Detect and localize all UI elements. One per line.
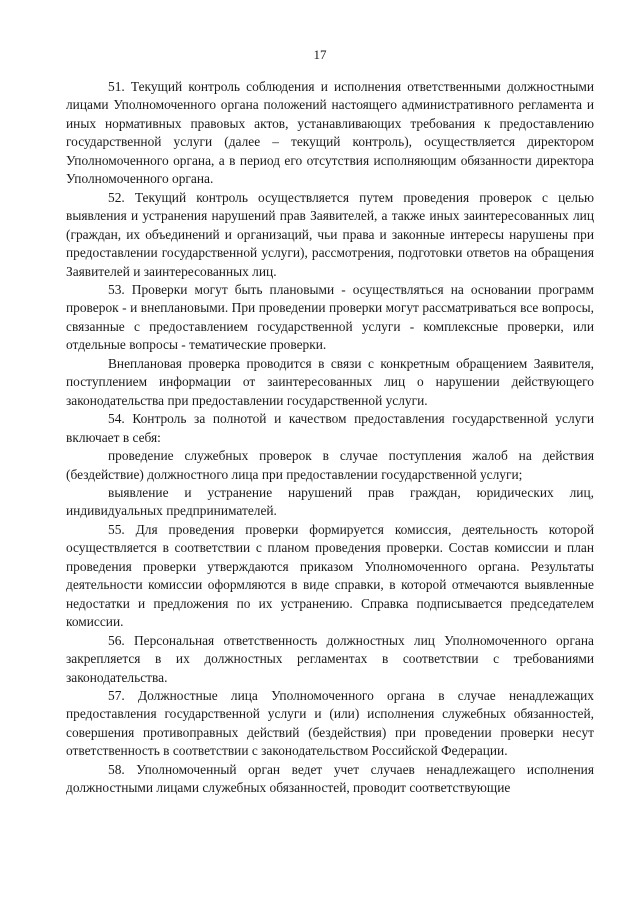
paragraph-57: 57. Должностные лица Уполномоченного органа в случае ненадлежащих предоставления государственной услуги и (или) исполнения служебных обязанностей, совершения противоправных действий (бездействия) при проведении проверки несут ответственность в соответствии с законодательством Российской Федерации. xyxy=(66,687,594,759)
paragraph-58: 58. Уполномоченный орган ведет учет случаев ненадлежащего исполнения должностными лицами служебных обязанностей, проводит соответствующие xyxy=(66,761,594,796)
paragraph-unscheduled-check: Внеплановая проверка проводится в связи с конкретным обращением Заявителя, поступлением информации от заинтересованных лиц о нарушении действующего законодательства при предоставлении государственной услуги. xyxy=(66,355,594,408)
paragraph-52: 52. Текущий контроль осуществляется путем проведения проверок с целью выявления и устранения нарушений прав Заявителей, а также иных заинтересованных лиц (граждан, их объединений и организаций, чьи права и законные интересы нарушены при предоставлении государственной услуги), рассмотрения, подготовки ответов на обращения Заявителей и заинтересованных лиц. xyxy=(66,189,594,279)
paragraph-51: 51. Текущий контроль соблюдения и исполнения ответственными должностными лицами Уполномоченного органа положений настоящего административного регламента и иных нормативных правовых актов, устанавливающих требования к предоставлению государственной услуги (далее – текущий контроль), осуществляется директором Уполномоченного органа, а в период его отсутствия исполняющим обязанности директора Уполномоченного органа. xyxy=(66,79,594,187)
paragraph-54: 54. Контроль за полнотой и качеством предоставления государственной услуги включает в себя: xyxy=(66,411,594,445)
paragraph-55: 55. Для проведения проверки формируется комиссия, деятельность которой осуществляется в соответствии с планом проведения проверки. Состав комиссии и план проведения проверки утверждаются приказом Уполномоченного органа. Результаты деятельности комиссии оформляются в виде справки, в которой отмечаются выявленные недостатки и предложения по их устранению. Справка подписывается председателем комиссии. xyxy=(66,521,594,630)
paragraph-54-item-violations: выявление и устранение нарушений прав граждан, юридических лиц, индивидуальных предпринимателей. xyxy=(66,484,594,519)
page-number: 17 xyxy=(313,47,327,62)
paragraph-53: 53. Проверки могут быть плановыми - осуществляться на основании программ проверок - и внеплановыми. При проведении проверки могут рассматриваться все вопросы, связанные с предоставлением государственной услуги - комплексные проверки, или отдельные вопросы - тематические проверки. xyxy=(66,281,594,353)
paragraph-54-item-complaints: проведение служебных проверок в случае поступления жалоб на действия (бездействие) должностного лица при предоставлении государственной услуги; xyxy=(66,448,594,482)
document-body xyxy=(66,78,594,798)
paragraph-56: 56. Персональная ответственность должностных лиц Уполномоченного органа закрепляется в их должностных регламентах в соответствии с требованиями законодательства. xyxy=(66,632,594,685)
